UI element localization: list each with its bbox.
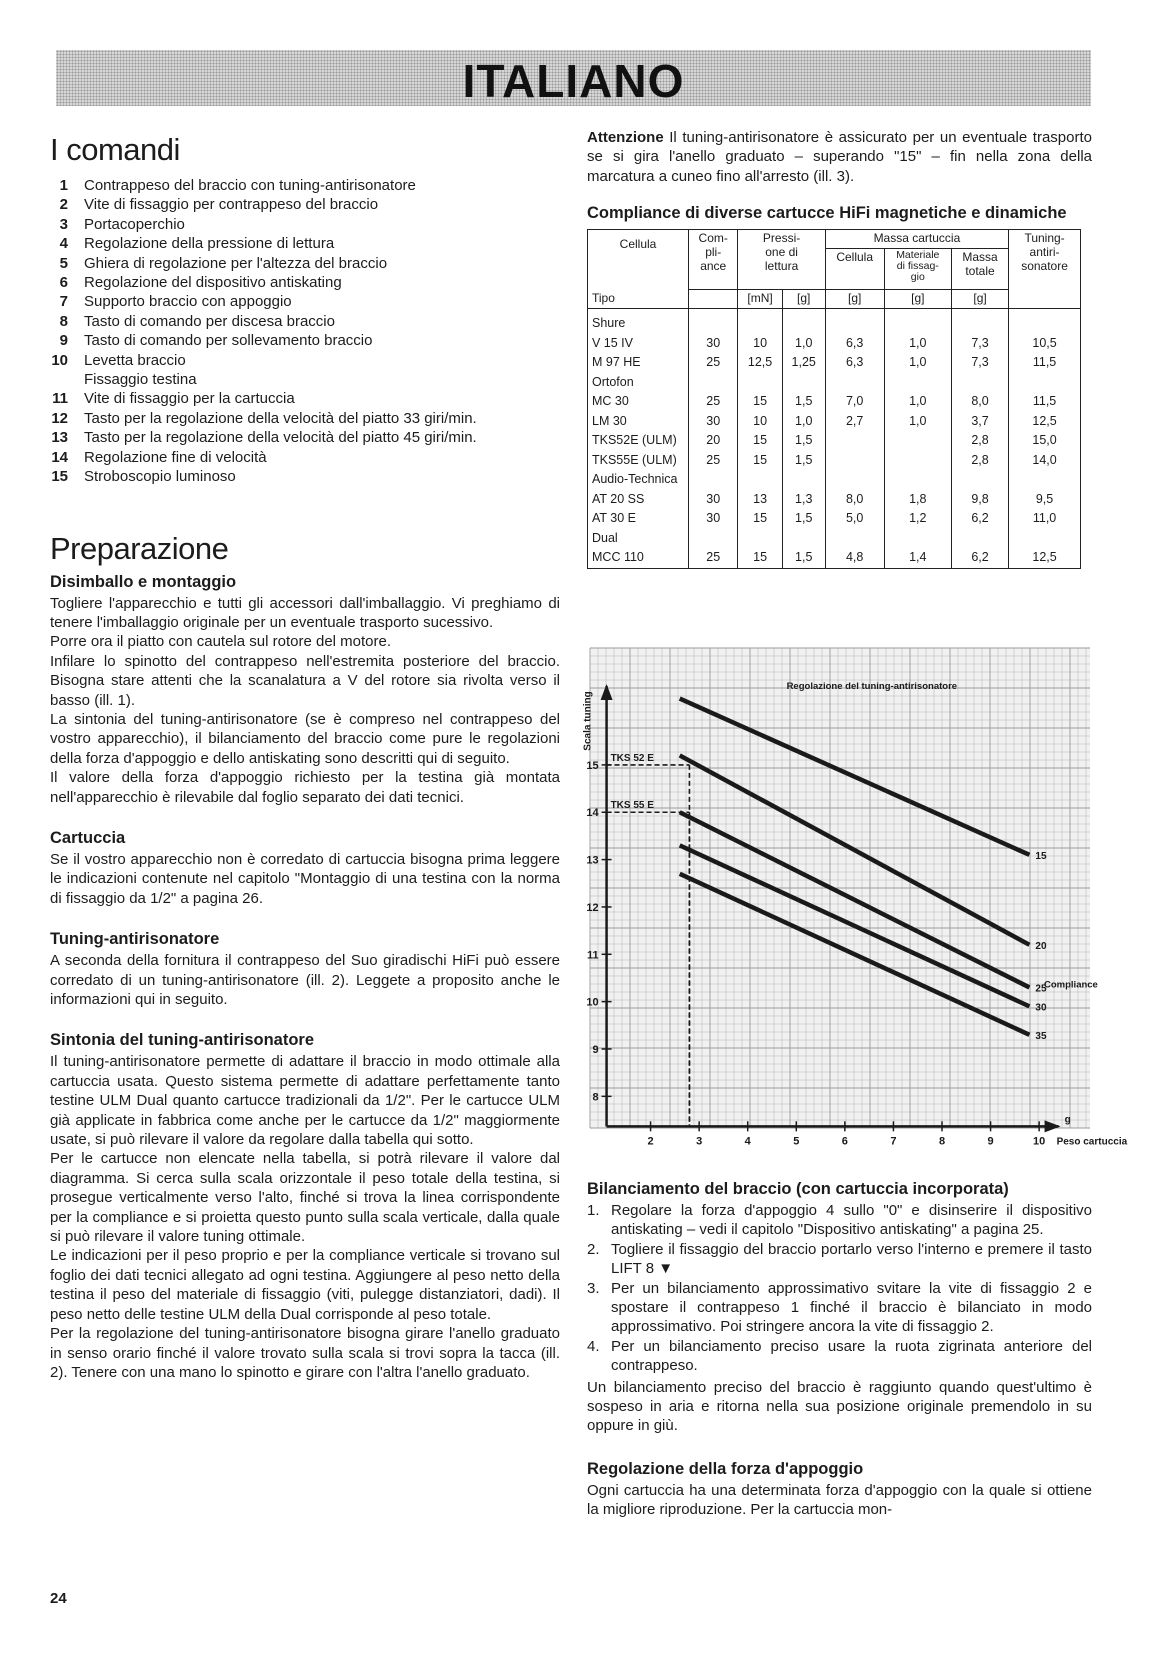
table-cell: AT 30 E (588, 509, 689, 529)
x-tick-label: 10 (1033, 1135, 1046, 1148)
series-label: 15 (1035, 850, 1047, 862)
step-text: Per un bilanciamento approssimativo svitare la vite di fissaggio 2 e spostare il contrappeso 1 finché il braccio è bilanciato in modo approssimativo. Poi stringere ancora la vite di fissaggio 2. (611, 1279, 1092, 1336)
table-cell (951, 309, 1008, 334)
table-cell: 1,8 (884, 490, 951, 510)
table-cell: V 15 IV (588, 334, 689, 354)
comandi-item (50, 292, 560, 311)
table-cell: 6,3 (825, 334, 884, 354)
table-group-row (588, 373, 1081, 393)
table-cell: 6,2 (951, 548, 1008, 568)
unit-g-totale: [g] (951, 290, 1008, 309)
comandi-item (50, 428, 560, 447)
table-cell (738, 470, 782, 490)
comandi-item (50, 389, 560, 408)
table-cell (825, 309, 884, 334)
table-cell: 1,25 (782, 353, 825, 373)
table-cell: 14,0 (1009, 451, 1081, 471)
header-cellula (588, 230, 689, 309)
step-number: 3. (587, 1279, 600, 1297)
table-row (588, 412, 1081, 432)
disimballo-text: Togliere l'apparecchio e tutti gli accessori dall'imballaggio. Vi preghiamo di tenere l'imballaggio originale per un eventuale trasporto sucessivo. Porre ora il piatto con cautela sul rotore del motore. Infilare lo spinotto del contrappeso nell'estremita posteriore del braccio. Bisogna stare attenti che la scanalatura a V del rotore sia rivolta verso il basso (ill. 1). La sintonia del tuning-antirisonatore (se è compreso nel contrappeso del vostro apparecchio), il bilanciamento del braccio come pure le regolazioni della forza d'appoggio e dello antiskating sono descritti qui di seguito. Il valore della forza d'appoggio richiesto per la testina già montata nell'apparecchio è rilevabile dal foglio separato dei dati tecnici. (50, 594, 560, 806)
table-cell: Ortofon (588, 373, 689, 393)
comandi-item-number (50, 370, 68, 389)
compliance-table-body (588, 309, 1081, 569)
table-cell (1009, 470, 1081, 490)
table-row (588, 334, 1081, 354)
bilanciamento-steps (587, 1201, 1092, 1376)
table-cell: Shure (588, 309, 689, 334)
sintonia-text: Il tuning-antirisonatore permette di adattare il braccio in modo ottimale alla cartuccia usata. Questo sistema permette di adattare perfettamente tanto testine ULM Dual quanto cartucce tradizionali da 1/2". Per le cartucce ULM già applicate in fabbrica come anche per le cartucce da 1/2" maggiormente usate, si può rilevare il valore da regolare dalla tabella qui sotto. Per le cartucce non elencate nella tabella, si potrà rilevare il valore dal diagramma. Si cerca sulla scala orizzontale il peso totale della testina, si prosegue verticalmente verso l'alto, finché si trova la linea corrispondente per la compliance e si proietta questo punto sulla scala verticale, dalla quale si può rilevare il valore tuning ottimale. Le indicazioni per il peso proprio e per la compliance verticale si trovano sul foglio dei dati tecnici allegato ad ogni testina. Aggiungere al peso netto della testina il peso del materiale di fissaggio (viti, pulegge distanziatori, dadi). Il peso netto delle testine ULM della Dual corrisponde al peso totale. Per la regolazione del tuning-antirisonatore bisogna girare l'anello graduato in senso orario finché il valore trovato sulla scala si trovi sopra la tacca (ill. 2). Tenere con una mano lo spinotto e girare con l'altra l'anello graduato. (50, 1053, 560, 1381)
table-cell: 13 (738, 490, 782, 510)
table-cell: 10,5 (1009, 334, 1081, 354)
comandi-item (50, 195, 560, 214)
unit-g-materiale: [g] (884, 290, 951, 309)
header-massa-totale: Massa totale (951, 249, 1008, 290)
comandi-item-label: Stroboscopio luminoso (84, 468, 236, 486)
table-cell (689, 470, 738, 490)
table-cell (782, 470, 825, 490)
table-cell (951, 470, 1008, 490)
x-tick-label: 8 (938, 1135, 946, 1148)
table-cell (884, 431, 951, 451)
table-cell: 3,7 (951, 412, 1008, 432)
table-cell: 12,5 (738, 353, 782, 373)
table-group-row (588, 529, 1081, 549)
comandi-item (50, 215, 560, 234)
table-cell: 1,5 (782, 548, 825, 568)
right-column-lower (587, 1180, 1092, 1520)
table-cell: LM 30 (588, 412, 689, 432)
table-cell (1009, 529, 1081, 549)
table-cell: 7,3 (951, 353, 1008, 373)
table-row (588, 353, 1081, 373)
compliance-table (587, 229, 1081, 569)
comandi-item (50, 273, 560, 292)
table-cell: 7,3 (951, 334, 1008, 354)
table-cell: 12,5 (1009, 548, 1081, 568)
table-cell (825, 373, 884, 393)
cartuccia-heading: Cartuccia (50, 828, 126, 847)
table-cell: 6,2 (951, 509, 1008, 529)
comandi-item (50, 467, 560, 486)
comandi-item (50, 331, 560, 350)
table-cell: 15 (738, 548, 782, 568)
x-tick-label: 5 (793, 1135, 800, 1148)
table-cell: 1,0 (884, 353, 951, 373)
series-label: 20 (1035, 940, 1047, 952)
table-group-row (588, 470, 1081, 490)
table-cell (825, 431, 884, 451)
table-cell: 15,0 (1009, 431, 1081, 451)
header-banner (56, 50, 1091, 106)
comandi-item (50, 312, 560, 331)
table-cell: 12,5 (1009, 412, 1081, 432)
table-cell: 11,5 (1009, 353, 1081, 373)
table-cell (738, 529, 782, 549)
table-cell: 25 (689, 392, 738, 412)
table-cell: 30 (689, 412, 738, 432)
tuning-diagram (582, 648, 1128, 1148)
table-cell (689, 309, 738, 334)
comandi-item-number: 1 (59, 177, 68, 194)
bilanciamento-step (587, 1201, 1092, 1240)
table-cell (689, 529, 738, 549)
cartuccia-text: Se il vostro apparecchio non è corredato di cartuccia bisogna prima leggere le indicazioni contenute nel capitolo "Montaggio di una testina con la norma di fissaggio da 1/2" a pagina 26. (50, 850, 560, 907)
bilanciamento-step (587, 1240, 1092, 1279)
comandi-item-label: Regolazione della pressione di lettura (84, 235, 335, 253)
table-cell: 25 (689, 451, 738, 471)
comandi-item (50, 254, 560, 273)
unit-g-cellula: [g] (825, 290, 884, 309)
table-row (588, 392, 1081, 412)
step-text: Per un bilanciamento preciso usare la ruota zigrinata anteriore del contrappeso. (611, 1337, 1092, 1375)
comandi-item-label: Fissaggio testina (84, 371, 197, 389)
comandi-item-number: 15 (51, 468, 68, 486)
x-end-label: g (1064, 1114, 1071, 1126)
table-cell (689, 373, 738, 393)
comandi-item (50, 370, 560, 389)
marker-label: TKS 55 E (610, 800, 654, 812)
bilanciamento-step (587, 1337, 1092, 1376)
table-cell: Audio-Technica (588, 470, 689, 490)
comandi-heading: I comandi (50, 132, 180, 167)
table-cell: 1,0 (782, 412, 825, 432)
x-tick-label: 6 (841, 1135, 848, 1148)
table-cell: MCC 110 (588, 548, 689, 568)
table-cell: 1,0 (884, 392, 951, 412)
table-cell (782, 309, 825, 334)
legend-title: Compliance (1044, 979, 1098, 991)
table-cell (951, 529, 1008, 549)
comandi-item-number: 8 (59, 312, 68, 330)
unit-blank (689, 290, 738, 309)
table-cell: 15 (738, 451, 782, 471)
comandi-item-label: Vite di fissaggio per la cartuccia (84, 390, 295, 408)
comandi-item-number: 6 (59, 274, 68, 292)
table-cell: 4,8 (825, 548, 884, 568)
tuning-chart-svg (582, 648, 1128, 1148)
y-tick-label: 10 (586, 996, 599, 1009)
table-cell: 1,0 (884, 412, 951, 432)
table-cell (1009, 309, 1081, 334)
header-massa: Massa cartuccia (825, 230, 1008, 249)
y-axis-label: Scala tuning (582, 691, 594, 751)
left-column (50, 132, 560, 1382)
comandi-item-number: 10 (51, 351, 68, 369)
table-cell: 11,5 (1009, 392, 1081, 412)
table-cell: Dual (588, 529, 689, 549)
attenzione-text: Il tuning-antirisonatore è assicurato per un eventuale trasporto se si gira l'anello graduato – superando "15" – fin nella zona della marcatura a cuneo fino all'arresto (ill. 3). (587, 129, 1092, 185)
table-cell: 25 (689, 353, 738, 373)
comandi-item-label: Ghiera di regolazione per l'altezza del braccio (84, 254, 388, 272)
table-cell (884, 529, 951, 549)
comandi-list (50, 176, 560, 487)
table-cell (782, 529, 825, 549)
y-tick-label: 13 (586, 854, 599, 867)
table-cell: 8,0 (951, 392, 1008, 412)
comandi-item-number: 7 (59, 293, 68, 311)
table-cell: 1,4 (884, 548, 951, 568)
table-cell: 2,7 (825, 412, 884, 432)
compliance-table-heading: Compliance di diverse cartucce HiFi magnetiche e dinamiche (587, 204, 1067, 223)
comandi-item (50, 234, 560, 253)
table-cell: 1,0 (884, 334, 951, 354)
tuning-heading: Tuning-antirisonatore (50, 930, 220, 949)
comandi-item-label: Tasto per la regolazione della velocità del piatto 45 giri/min. (84, 429, 477, 447)
comandi-item (50, 409, 560, 428)
header-tuning: Tuning- antiri- sonatore (1009, 230, 1081, 309)
table-cell: 11,0 (1009, 509, 1081, 529)
table-cell: TKS55E (ULM) (588, 451, 689, 471)
comandi-item-label: Tasto per la regolazione della velocità del piatto 33 giri/min. (84, 409, 477, 427)
table-cell: 8,0 (825, 490, 884, 510)
table-cell (825, 470, 884, 490)
comandi-item (50, 448, 560, 467)
table-cell: 30 (689, 334, 738, 354)
forza-heading: Regolazione della forza d'appoggio (587, 1459, 864, 1478)
table-row (588, 490, 1081, 510)
step-number: 1. (587, 1202, 600, 1219)
table-cell: 30 (689, 509, 738, 529)
table-cell: 1,0 (782, 334, 825, 354)
header-massa-cellula: Cellula (825, 249, 884, 290)
table-cell: 20 (689, 431, 738, 451)
comandi-item (50, 351, 560, 370)
comandi-item-label: Levetta braccio (84, 351, 186, 369)
table-cell: TKS52E (ULM) (588, 431, 689, 451)
table-cell (1009, 373, 1081, 393)
table-cell (884, 373, 951, 393)
step-number: 4. (587, 1337, 600, 1355)
comandi-item-label: Regolazione fine di velocità (84, 448, 267, 466)
attenzione-label: Attenzione (587, 129, 664, 146)
comandi-item-number: 11 (52, 390, 68, 408)
x-axis-label: Peso cartuccia (1056, 1136, 1128, 1148)
step-text: Togliere il fissaggio del braccio portarlo verso l'interno e premere il tasto LIFT 8 ▼ (611, 1240, 1092, 1278)
x-tick-label: 4 (744, 1135, 751, 1148)
comandi-item-label: Portacoperchio (84, 215, 185, 233)
page-title: ITALIANO (462, 55, 685, 107)
table-cell (738, 309, 782, 334)
bilanciamento-heading: Bilanciamento del braccio (con cartuccia incorporata) (587, 1180, 1009, 1198)
disimballo-heading: Disimballo e montaggio (50, 572, 237, 591)
step-number: 2. (587, 1240, 600, 1258)
table-cell (738, 373, 782, 393)
comandi-item-number: 9 (59, 332, 68, 350)
comandi-item-number: 2 (59, 196, 68, 214)
series-label: 35 (1035, 1030, 1047, 1042)
table-cell (825, 529, 884, 549)
forza-text: Ogni cartuccia ha una determinata forza d'appoggio con la quale si ottiene la migliore riproduzione. Per la cartuccia mon- (587, 1481, 1092, 1519)
table-cell: M 97 HE (588, 353, 689, 373)
table-cell: 1,5 (782, 431, 825, 451)
table-cell (951, 373, 1008, 393)
x-tick-label: 2 (647, 1135, 654, 1148)
table-cell: 2,8 (951, 451, 1008, 471)
y-tick-label: 8 (592, 1091, 599, 1104)
table-cell: 1,5 (782, 509, 825, 529)
comandi-item-number: 3 (59, 215, 68, 233)
table-cell: 10 (738, 334, 782, 354)
table-group-row (588, 309, 1081, 334)
table-cell: 15 (738, 509, 782, 529)
comandi-item-label: Supporto braccio con appoggio (84, 293, 292, 311)
comandi-item-number: 14 (51, 448, 68, 466)
table-cell: 2,8 (951, 431, 1008, 451)
table-cell: 1,5 (782, 451, 825, 471)
table-cell: 6,3 (825, 353, 884, 373)
comandi-item-number: 4 (59, 235, 68, 253)
comandi-item-label: Tasto di comando per sollevamento braccio (84, 332, 373, 350)
attenzione-paragraph (587, 128, 1092, 186)
comandi-item-number: 5 (59, 254, 68, 272)
x-tick-label: 3 (696, 1135, 703, 1148)
y-tick-label: 12 (586, 901, 599, 914)
y-tick-label: 11 (586, 949, 599, 962)
y-tick-label: 15 (586, 759, 599, 772)
preparazione-heading: Preparazione (50, 530, 229, 566)
step-text: Regolare la forza d'appoggio 4 sullo "0" e disinserire il dispositivo antiskating – vedi il capitolo "Dispositivo antiskating" a pagina 25. (611, 1202, 1092, 1239)
series-label: 25 (1035, 983, 1047, 995)
table-header-row (588, 230, 1081, 249)
header-materiale: Materiale di fissag- gio (884, 249, 951, 290)
marker-label: TKS 52 E (610, 752, 654, 764)
comandi-item-number: 13 (51, 429, 68, 447)
comandi-item-label: Regolazione del dispositivo antiskating (84, 274, 342, 292)
x-tick-label: 7 (890, 1135, 897, 1148)
tuning-text: A seconda della fornitura il contrappeso del Suo giradischi HiFi può essere corredato di un tuning-antirisonatore (ill. 2). Leggete a proposito anche le informazioni qui in seguito. (50, 952, 560, 1008)
unit-g-pressione: [g] (782, 290, 825, 309)
comandi-item (50, 176, 560, 195)
table-cell (825, 451, 884, 471)
table-cell: 15 (738, 431, 782, 451)
table-row (588, 548, 1081, 568)
table-cell (782, 373, 825, 393)
series-label: 30 (1035, 1002, 1047, 1014)
table-cell: 7,0 (825, 392, 884, 412)
comandi-item-label: Tasto di comando per discesa braccio (84, 312, 335, 330)
header-pressione: Pressi- one di lettura (738, 230, 825, 290)
page-number: 24 (50, 1590, 67, 1607)
header-compliance: Com- pli- ance (689, 230, 738, 290)
table-cell: MC 30 (588, 392, 689, 412)
table-cell (884, 470, 951, 490)
right-column (587, 128, 1092, 569)
table-cell (884, 451, 951, 471)
table-cell: 1,2 (884, 509, 951, 529)
table-cell: 10 (738, 412, 782, 432)
comandi-item-label: Vite di fissaggio per contrappeso del braccio (84, 196, 379, 214)
header-tipo-label: Tipo (592, 291, 615, 306)
table-row (588, 509, 1081, 529)
chart-title: Regolazione del tuning-antirisonatore (786, 681, 958, 693)
table-cell: 5,0 (825, 509, 884, 529)
table-row (588, 451, 1081, 471)
comandi-item-label: Contrappeso del braccio con tuning-antirisonatore (84, 177, 416, 194)
table-cell: 15 (738, 392, 782, 412)
table-row (588, 431, 1081, 451)
table-cell: 9,5 (1009, 490, 1081, 510)
header-cellula-label: Cellula (619, 237, 657, 252)
table-cell (884, 309, 951, 334)
table-cell: 25 (689, 548, 738, 568)
table-cell: AT 20 SS (588, 490, 689, 510)
sintonia-heading: Sintonia del tuning-antirisonatore (50, 1031, 314, 1050)
unit-mn: [mN] (738, 290, 782, 309)
bilanciamento-text: Un bilanciamento preciso del braccio è raggiunto quando quest'ultimo è sospeso in aria e ritorna nella sua posizione originale premendolo in su oppure in giù. (587, 1378, 1092, 1435)
table-cell: 1,5 (782, 392, 825, 412)
x-tick-label: 9 (987, 1135, 994, 1148)
comandi-item-number: 12 (51, 409, 68, 427)
table-cell: 1,3 (782, 490, 825, 510)
y-tick-label: 14 (586, 807, 599, 820)
y-tick-label: 9 (592, 1043, 599, 1056)
bilanciamento-step (587, 1279, 1092, 1337)
table-cell: 30 (689, 490, 738, 510)
table-cell: 9,8 (951, 490, 1008, 510)
